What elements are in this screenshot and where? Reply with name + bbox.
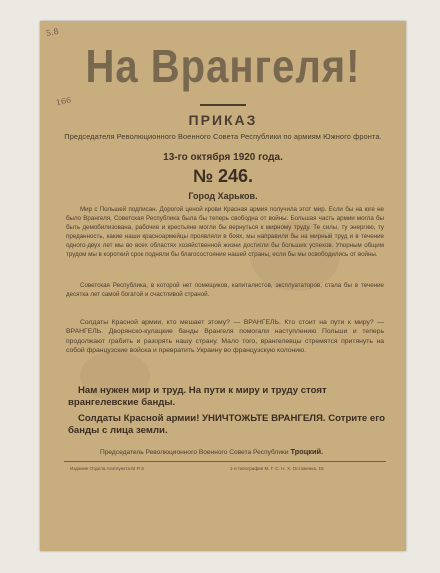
- order-title: ПРИКАЗ: [188, 112, 258, 128]
- footer-divider: [64, 461, 386, 462]
- body-paragraph-2: Советская Республика, в которой нет помещиков, капиталистов, эксплуататоров, стала бы в течение десятка лет самой богатой и счастливой страной.: [66, 282, 384, 299]
- signature-name: Троцкий.: [290, 447, 324, 456]
- order-subtitle: Председателя Революционного Военного Совета Республики по армиям Южного фронта.: [64, 132, 382, 141]
- poster-sheet: [40, 21, 406, 551]
- footer-publisher: Издание Отдела Агитпункта М Я З: [70, 466, 144, 471]
- body-paragraph-3: Солдаты Красной армии, кто мешает этому? — ВРАНГЕЛЬ. Кто стоит на пути к миру? — ВРАНГЕЛЬ. Дворянско-кулацкие банды Врангеля помогали наступлению Польши и теперь продолжают грабить и разорять нашу страну. Мало того, врангелевцы стремятся притянуть на собой французские войска и превратить Украину во французскую колонию.: [66, 319, 384, 355]
- signature-text: Председатель Революционного Военного Совета Республики: [100, 449, 289, 456]
- slogan-2: Солдаты Красной армии! УНИЧТОЖЬТЕ ВРАНГЕЛЯ. Сотрите его банды с лица земли.: [68, 413, 385, 436]
- title-divider: [200, 104, 246, 106]
- margin-mark-top: 5.8: [45, 26, 60, 39]
- slogan-1: Нам нужен мир и труд. На пути к миру и труду стоят врангелевские банды.: [68, 385, 327, 408]
- order-date: 13-го октября 1920 года.: [163, 152, 283, 163]
- signature-line: [70, 447, 386, 456]
- headline: На Врангеля!: [85, 41, 361, 93]
- margin-mark-left: 166: [55, 95, 73, 108]
- body-paragraph-1: Мир с Польшей подписан. Дорогой ценой крови Красная армия получила этот мир. Если бы на юге не было Врангеля, Советская Республика была бы теперь свободна от войны. Большая часть армии могла бы быть демобилизована, рабочие и крестьяне могли бы вернуться к мирному труду. Те силы, ту энергию, ту преданность, какие наши красноармейцы проявляли в боях, мы направили бы на мирный труд и в течение одного-двух лет мы во всех областях хозяйственной жизни достигли бы больших успехов. Упорным общим трудом мы в короткий срок подняли бы благосостояние нашей страны, если бы мы освободились от войны.: [66, 206, 384, 259]
- footer-printer: 1-я типография М. Г. С. Н. Х. Остоженка, 15: [230, 466, 324, 471]
- order-number: № 246.: [192, 166, 254, 186]
- order-city: Город Харьков.: [188, 191, 258, 201]
